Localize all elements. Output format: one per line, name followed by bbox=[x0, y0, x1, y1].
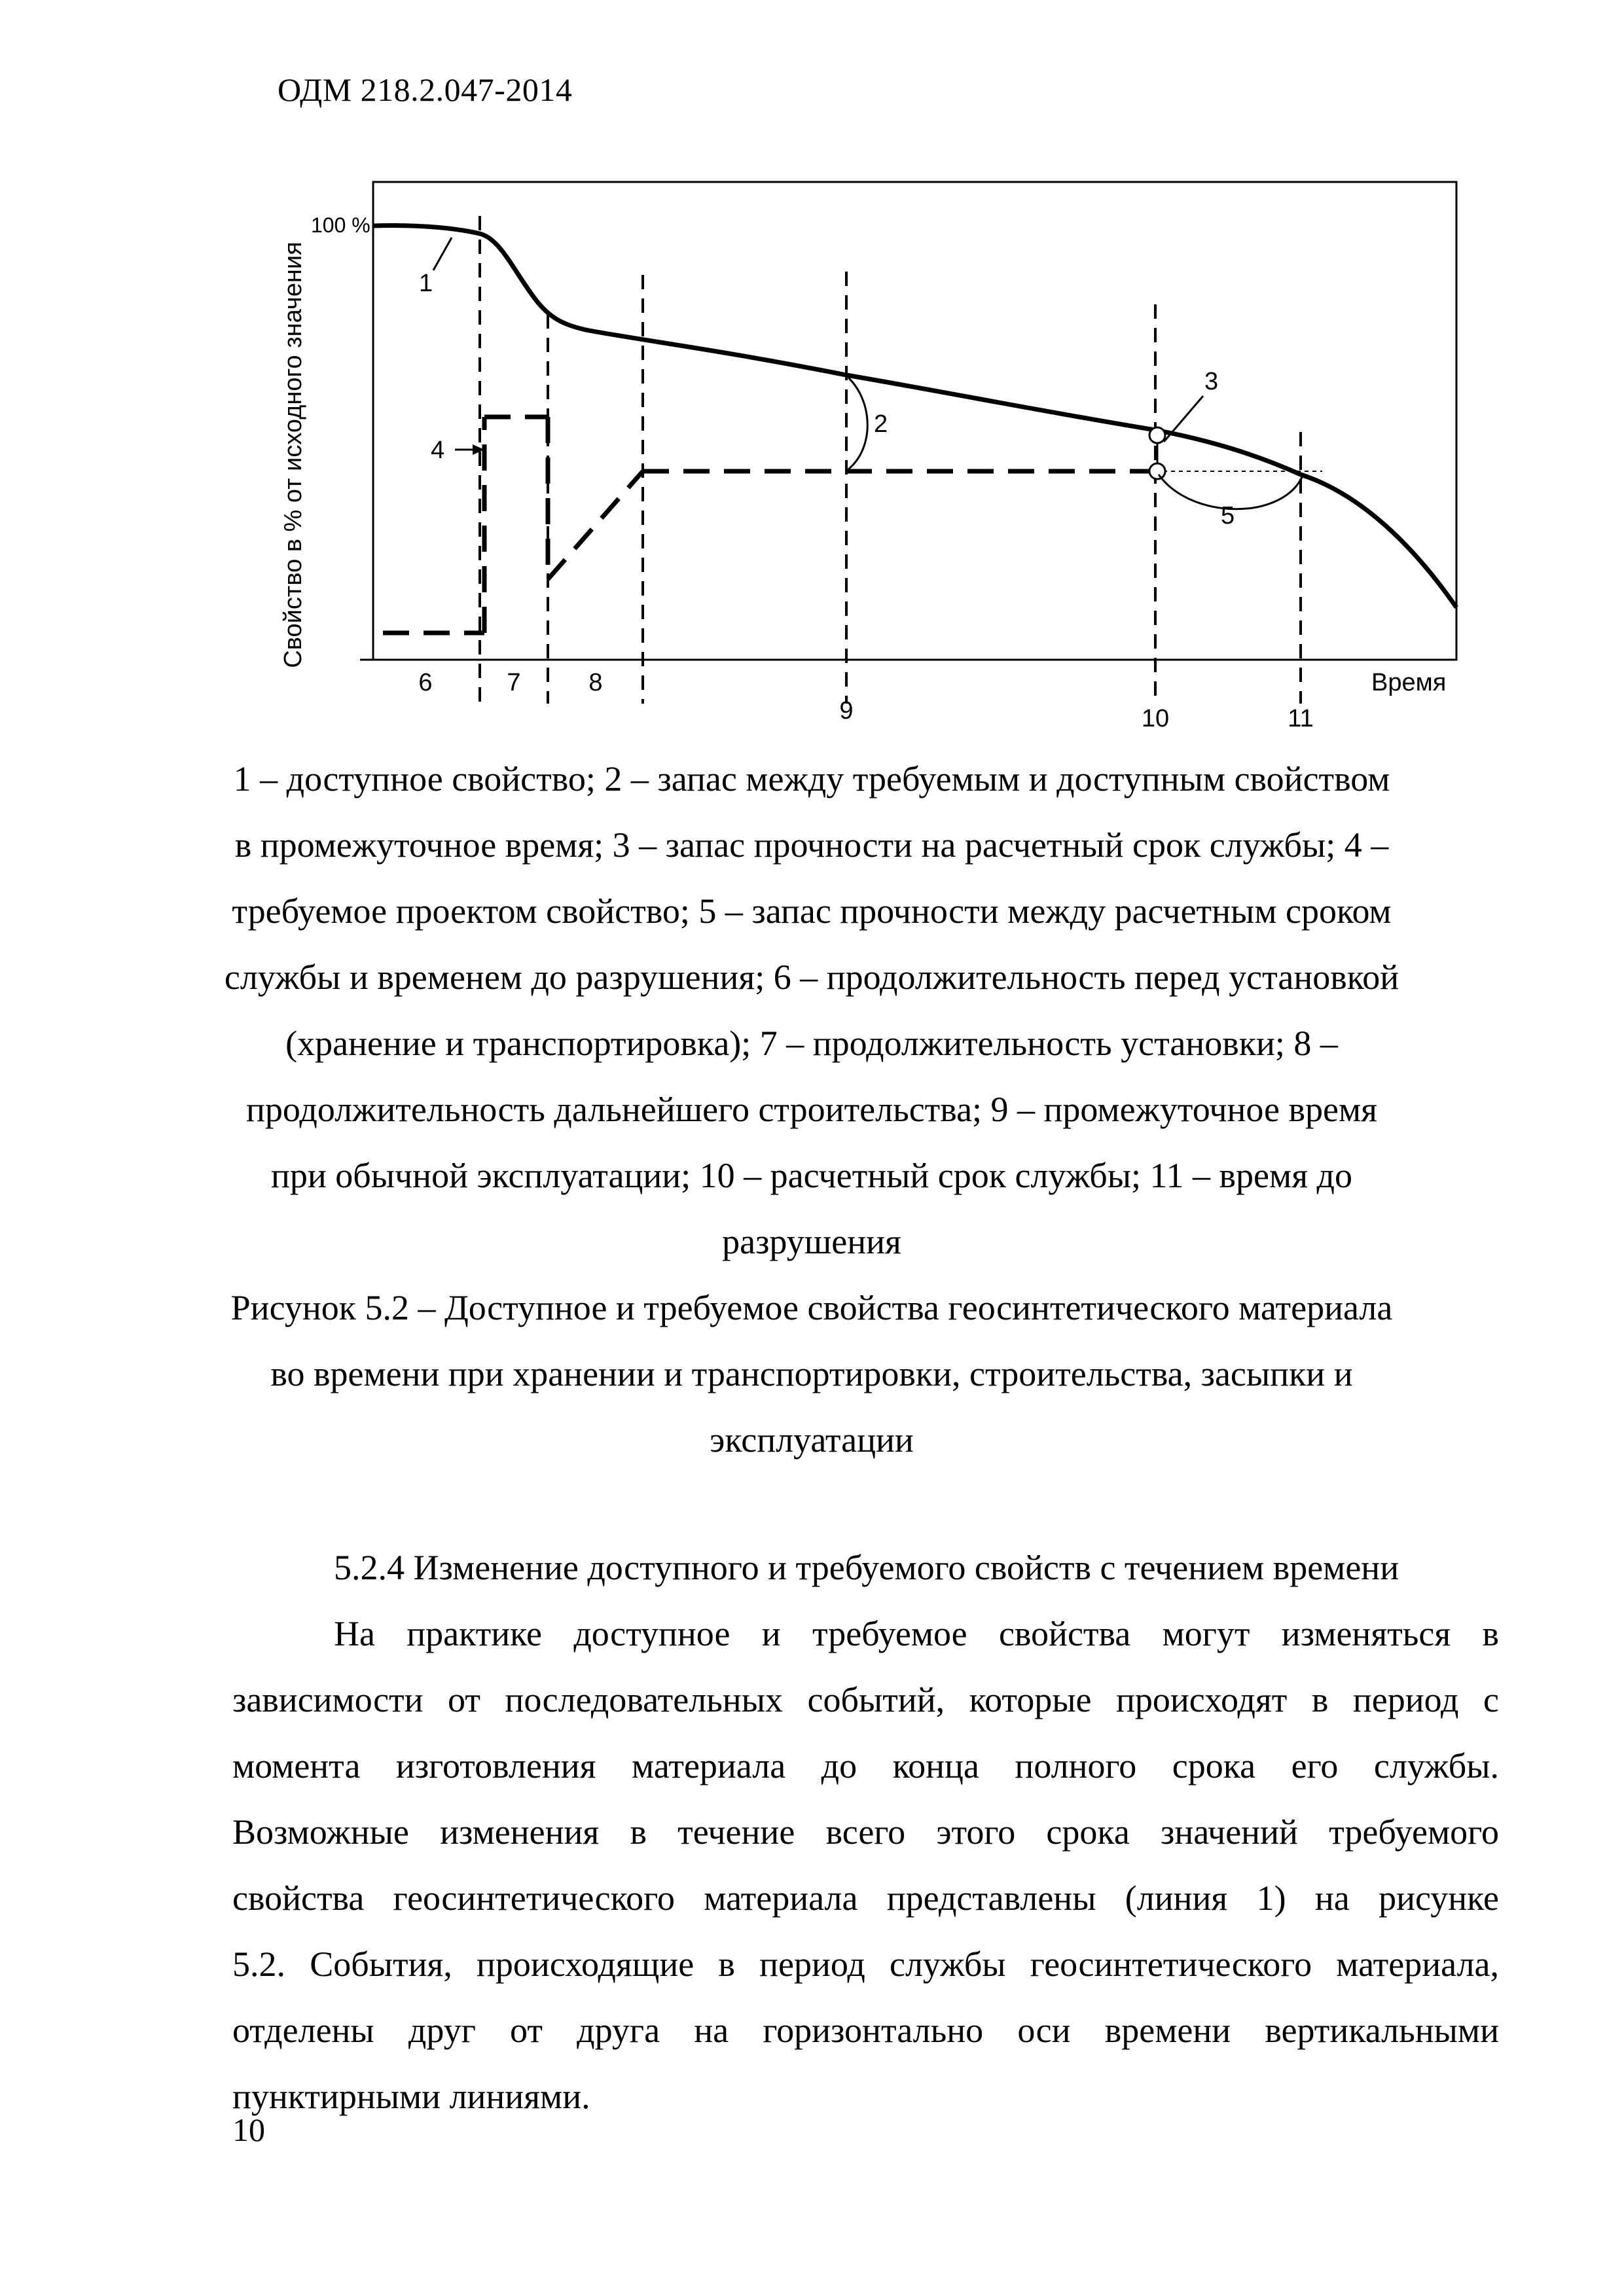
paragraph-line: пунктирными линиями. bbox=[232, 2077, 590, 2116]
property-time-diagram bbox=[262, 167, 1479, 743]
legend-line: при обычной эксплуатации; 10 – расчетный срок службы; 11 – время до bbox=[270, 1156, 1353, 1195]
zone-label-10: 10 bbox=[1141, 705, 1170, 732]
zone-label-11: 11 bbox=[1288, 705, 1314, 732]
curve-label-1: 1 bbox=[419, 270, 433, 297]
legend-line: в промежуточное время; 3 – запас прочности на расчетный срок службы; 4 – bbox=[234, 825, 1389, 865]
paragraph-line: Возможные изменения в течение всего этого срока значений требуемого bbox=[232, 1812, 1499, 1852]
legend-line: службы и временем до разрушения; 6 – продолжительность перед установкой bbox=[224, 958, 1399, 997]
section-paragraph bbox=[232, 1601, 1499, 2130]
curve-label-2: 2 bbox=[874, 410, 888, 438]
legend-line: продолжительность дальнейшего строительства; 9 – промежуточное время bbox=[246, 1090, 1377, 1129]
plot-frame bbox=[373, 182, 1456, 660]
y-axis-label: Свойство в % от исходного значения bbox=[280, 242, 307, 668]
leader-1 bbox=[433, 238, 452, 270]
zone-label-8: 8 bbox=[588, 669, 603, 696]
figure-title-line: во времени при хранении и транспортировки, строительства, засыпки и bbox=[270, 1354, 1353, 1393]
zone-label-7: 7 bbox=[507, 669, 521, 696]
paragraph-line: 5.2. События, происходящие в период службы геосинтетического материала, bbox=[232, 1945, 1499, 1984]
curve-label-4: 4 bbox=[431, 437, 445, 464]
curve-label-3: 3 bbox=[1204, 368, 1219, 395]
required-property-curve bbox=[383, 417, 1155, 633]
paragraph-line: свойства геосинтетического материала представлены (линия 1) на рисунке bbox=[232, 1878, 1499, 1918]
paragraph-line: момента изготовления материала до конца полного срока его службы. bbox=[232, 1746, 1499, 1785]
x-axis-label: Время bbox=[1371, 669, 1447, 696]
figure-title-line: эксплуатации bbox=[710, 1420, 914, 1460]
paragraph-line: отделены друг от друга на горизонтально оси времени вертикальными bbox=[232, 2011, 1499, 2050]
legend-line: разрушения bbox=[722, 1222, 901, 1261]
curve-label-5: 5 bbox=[1221, 502, 1235, 529]
zone-label-6: 6 bbox=[418, 669, 433, 696]
document-code: ОДМ 218.2.047-2014 bbox=[278, 71, 573, 108]
marker-required-at-design-life bbox=[1149, 463, 1165, 479]
figure-caption bbox=[223, 746, 1401, 1473]
marker-available-at-design-life bbox=[1149, 427, 1165, 443]
paragraph-line: зависимости от последовательных событий, которые происходят в период с bbox=[232, 1680, 1499, 1719]
section-heading: 5.2.4 Изменение доступного и требуемого свойств с течением времени bbox=[334, 1548, 1399, 1587]
legend-line: (хранение и транспортировка); 7 – продолжительность установки; 8 – bbox=[285, 1024, 1338, 1063]
zone-label-9: 9 bbox=[839, 697, 854, 725]
figure-5-2 bbox=[262, 167, 1479, 743]
page-number: 10 bbox=[232, 2111, 265, 2148]
figure-title-line: Рисунок 5.2 – Доступное и требуемое свойства геосинтетического материала bbox=[230, 1288, 1393, 1327]
legend-line: требуемое проектом свойство; 5 – запас прочности между расчетным сроком bbox=[232, 891, 1392, 931]
paragraph-line: На практике доступное и требуемое свойства могут изменяться в bbox=[334, 1614, 1499, 1653]
margin-2-arc bbox=[848, 378, 867, 469]
y-tick-100: 100 % bbox=[311, 213, 370, 237]
legend-line: 1 – доступное свойство; 2 – запас между требуемым и доступным свойством bbox=[233, 759, 1390, 798]
